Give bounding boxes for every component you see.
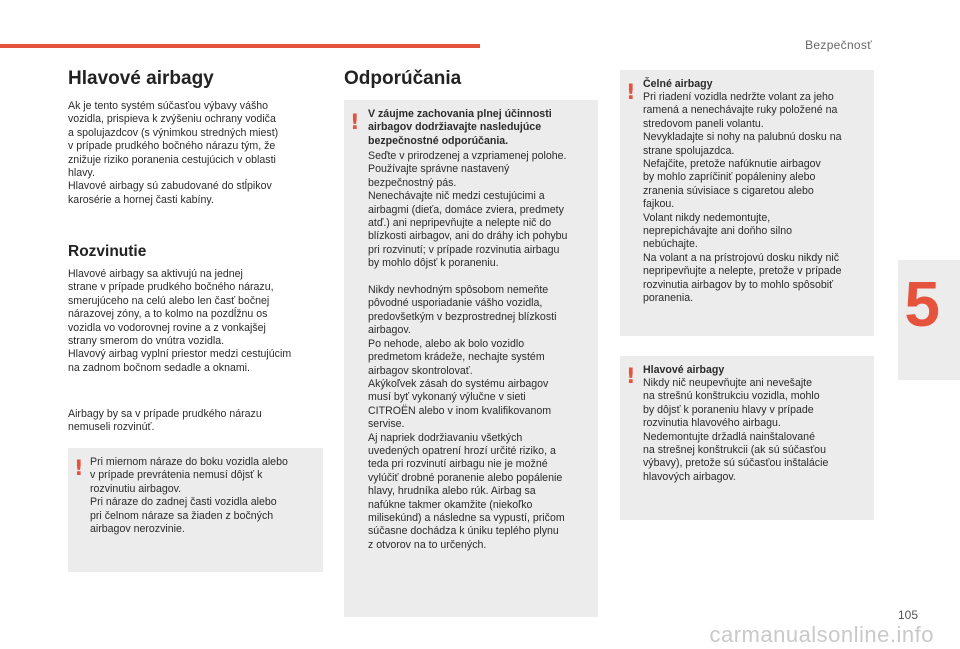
section-title: Bezpečnosť xyxy=(805,38,872,52)
page-number: 105 xyxy=(897,608,918,622)
warning-icon: ! xyxy=(74,456,84,480)
watermark: carmanualsonline.info xyxy=(709,622,934,647)
recommendations-title: V záujme zachovania plnej účinnosti airbagov dodržiavajte nasledujúce bezpečnostné odporúčania. xyxy=(368,108,552,147)
head-airbags-title: Hlavové airbagy xyxy=(643,364,725,376)
heading-deployment: Rozvinutie xyxy=(68,243,147,260)
warning-icon: ! xyxy=(626,364,636,388)
heading-head-airbags: Hlavové airbagy xyxy=(68,68,214,89)
front-airbags-text: Pri riadení vozidla nedržte volant za jeho ramená a nenechávajte ruky položené na stredovom paneli volantu. Nevykladajte si nohy na palubnú dosku na strane spolujazdca. Nefajčite, pretože nafúknutie airbagov by mohlo zapríčiniť popáleniny alebo zranenia súvisiace s cigaretou alebo fajkou. Volant nikdy nedemontujte, neprepichávajte ani doňho silno nebúchajte. Na volant a na prístrojovú dosku nikdy nič nepripevňujte a nelepte, pretože v prípade rozvinutia airbagov by to mohlo spôsobiť poranenia. xyxy=(643,91,842,305)
recommendations-text: Seďte v prirodzenej a vzpriamenej polohe. Používajte správne nastavený bezpečnostný pás. Nenechávajte nič medzi cestujúcimi a airbagmi (dieťa, domáce zviera, predmety atď.) ani nepripevňujte a nelepte nič do blízkosti airbagov, ani do dráhy ich pohybu pri rozvinutí; v prípade rozvinutia airbagu by mohlo dôjsť k poraneniu. Nikdy nevhodným spôsobom nemeňte pôvodné usporiadanie vášho vozidla, predovšetkým v bezprostrednej blízkosti airbagov. Po nehode, alebo ak bolo vozidlo predmetom krádeže, nechajte systém airbagov skontrolovať. Akýkoľvek zásah do systému airbagov musí byť vykonaný výlučne v sieti CITROËN alebo v inom kvalifikovanom servise. Aj napriek dodržiavaniu všetkých uvedených opatrení hrozí určité riziko, a teda pri rozvinutí airbagu nie je možné vylúčiť drobné poranenie alebo popálenie hlavy, hrudníka alebo rúk. Airbag sa nafúkne takmer okamžite (niekoľko milisekúnd) a následne sa vypustí, pričom súčasne dochádza k úniku teplého plynu z otvorov na to určených. xyxy=(368,150,568,551)
warning-icon: ! xyxy=(350,110,360,134)
chapter-number: 5 xyxy=(904,268,940,340)
deployment-text: Hlavové airbagy sa aktivujú na jednej strane v prípade prudkého bočného nárazu, smerujúceho na celú alebo len časť bočnej nárazovej zóny, a to kolmo na pozdĺžnu os vozidla vo vodorovnej rovine a z vonkajšej strany smerom do vnútra vozidla. Hlavový airbag vyplní priestor medzi cestujúcim na zadnom bočnom sedadle a oknami. xyxy=(68,268,292,374)
head-airbags-text: Nikdy nič neupevňujte ani nevešajte na strešnú konštrukciu vozidla, mohlo by dôjsť k poraneniu hlavy v prípade rozvinutia hlavového airbagu. Nedemontujte držadlá nainštalované na strešnej konštrukcii (ak sú súčasťou výbavy), pretože sú súčasťou inštalácie hlavových airbagov. xyxy=(643,377,829,483)
deployment-note: Airbagy by sa v prípade prudkého nárazu nemuseli rozvinúť. xyxy=(68,408,262,434)
heading-recommendations: Odporúčania xyxy=(344,68,462,89)
warning-icon: ! xyxy=(626,80,636,104)
warning-text-side-impact: Pri miernom náraze do boku vozidla alebo v prípade prevrátenia nemusí dôjsť k rozvinutiu airbagov. Pri náraze do zadnej časti vozidla alebo pri čelnom náraze sa žiaden z bočných airbagov nerozvinie. xyxy=(90,456,288,536)
header-accent-bar xyxy=(0,44,480,48)
front-airbags-title: Čelné airbagy xyxy=(643,78,713,90)
intro-text: Ak je tento systém súčasťou výbavy vášho vozidla, prispieva k zvýšeniu ochrany vodiča a spolujazdcov (s výnimkou stredných miest) v prípade prudkého bočného nárazu tým, že znižuje riziko poranenia cestujúcich v oblasti hlavy. Hlavové airbagy sú zabudované do stĺpikov karosérie a hornej časti kabíny. xyxy=(68,100,279,206)
